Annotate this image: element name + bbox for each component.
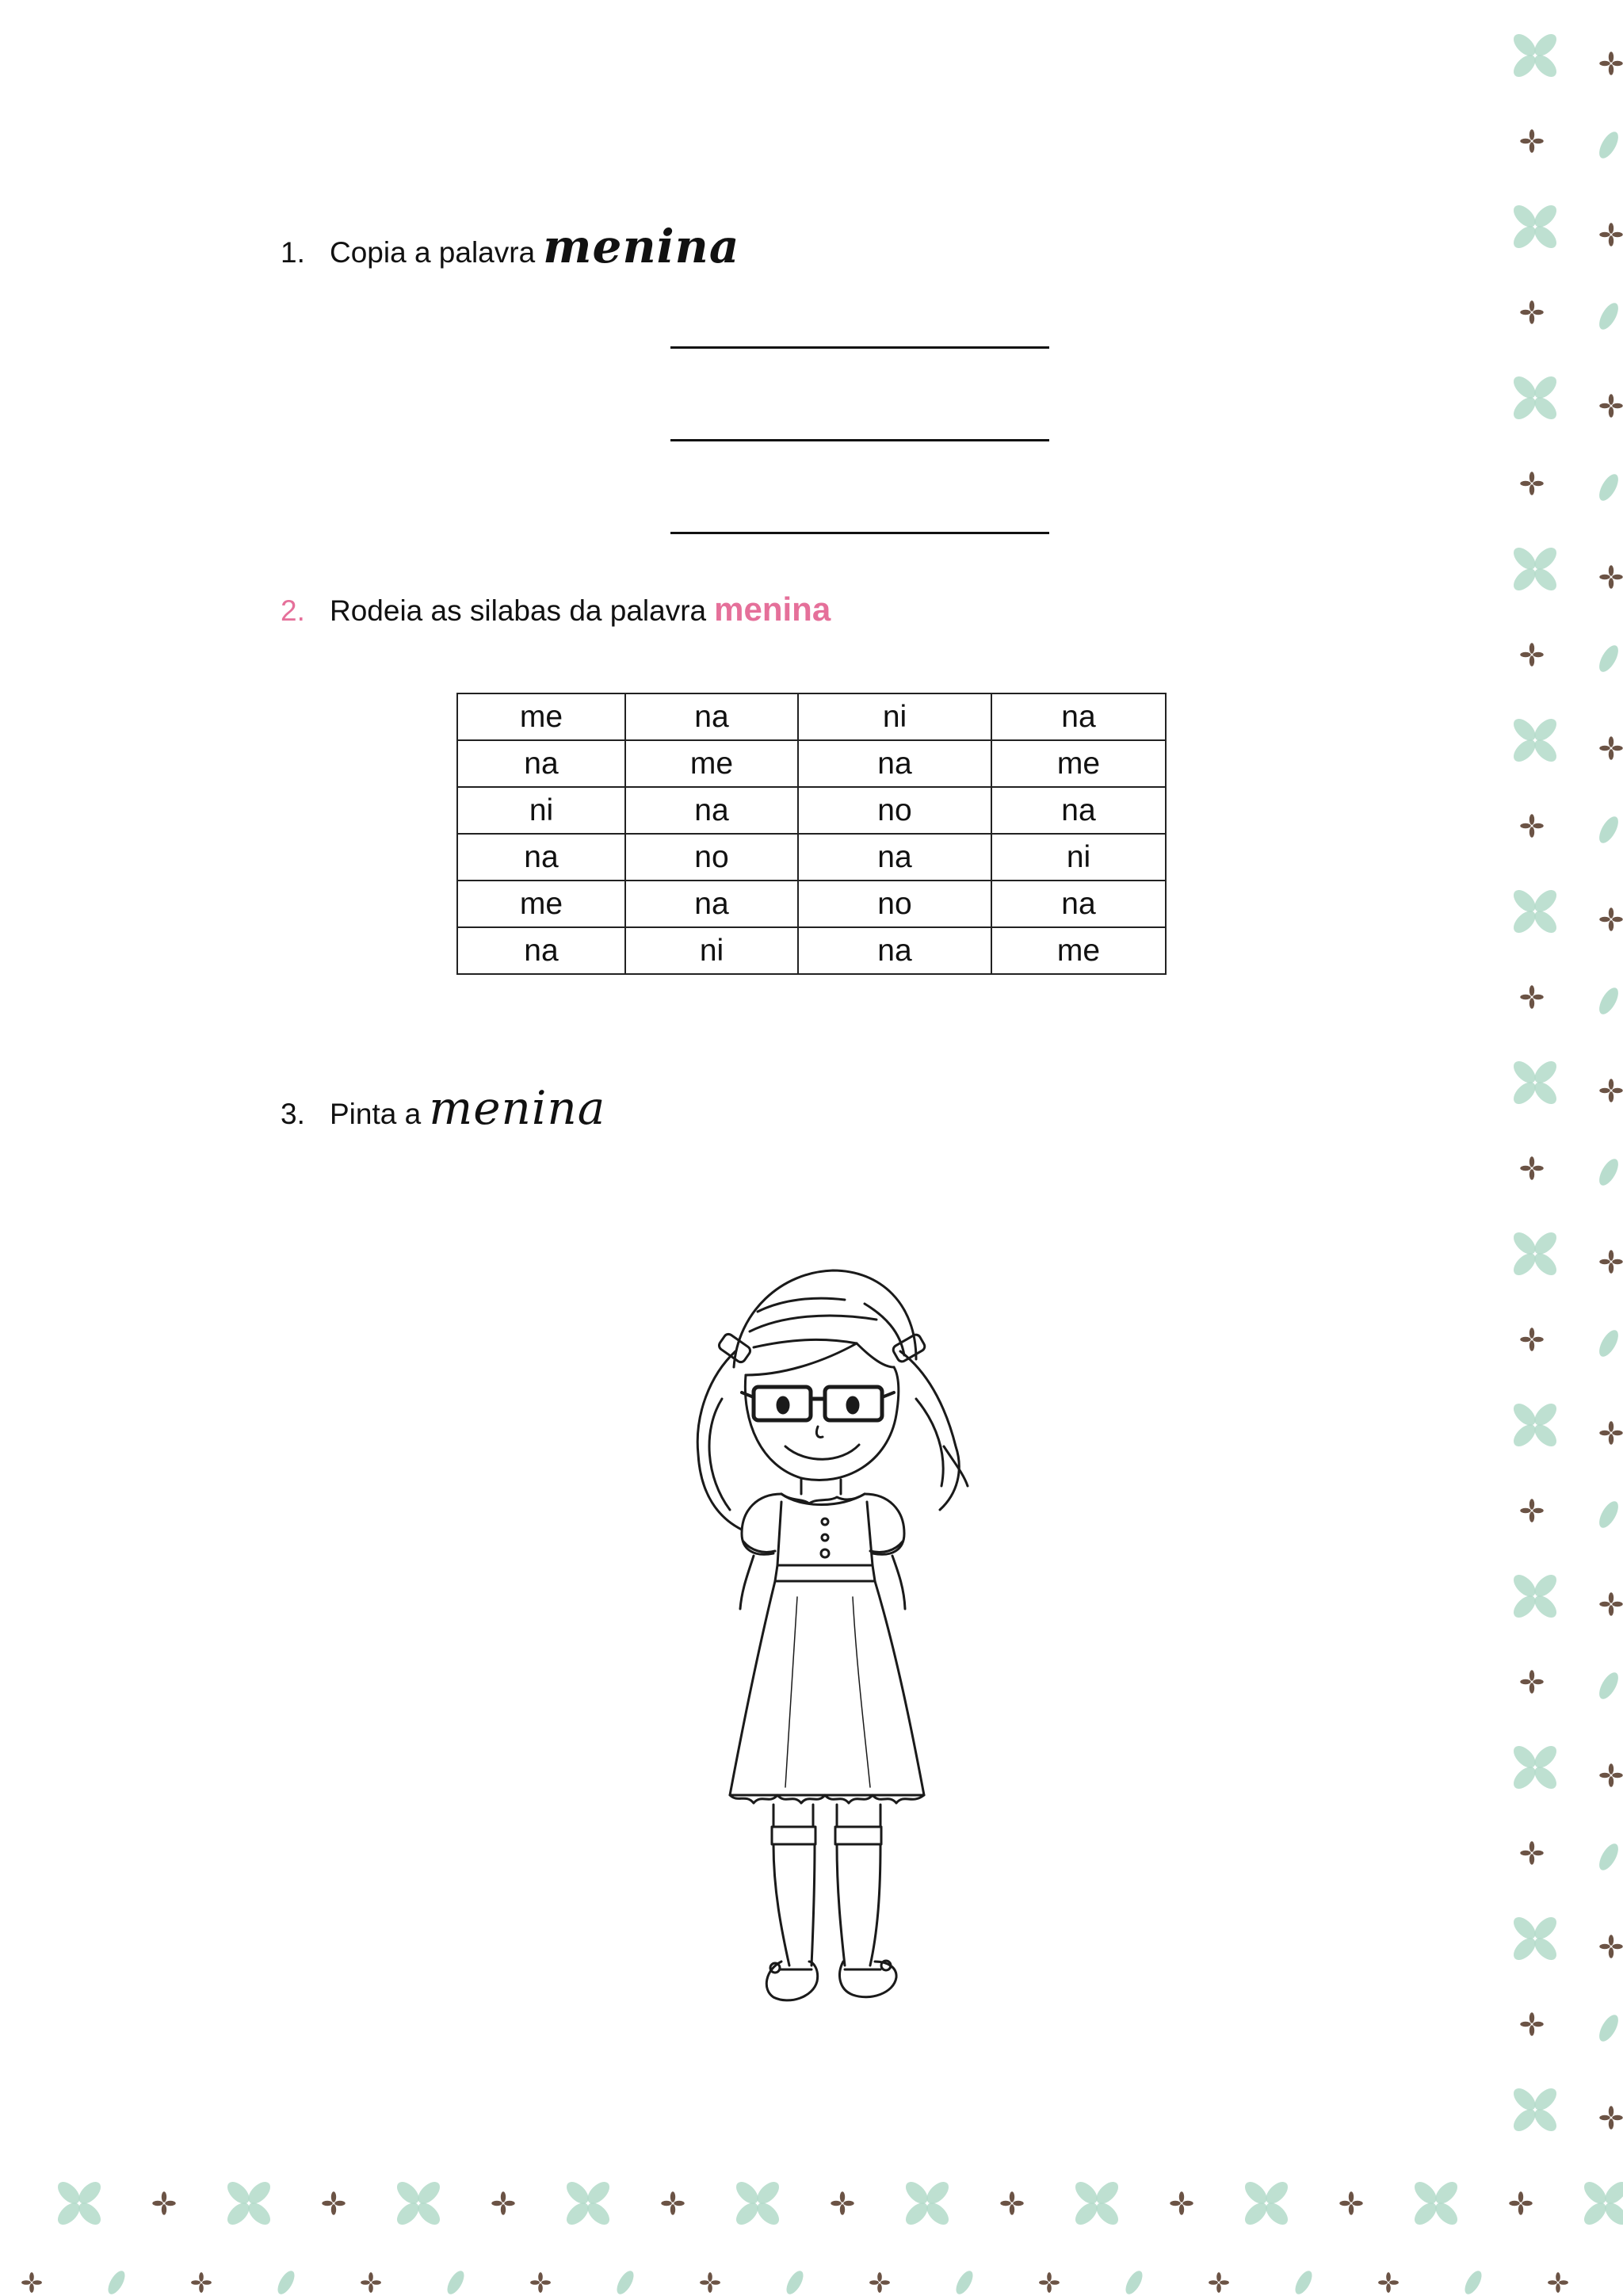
syllable-cell[interactable]: ni bbox=[798, 693, 991, 740]
syllable-cell[interactable]: na bbox=[457, 927, 625, 974]
answer-line-2[interactable] bbox=[670, 439, 1049, 441]
syllable-cell[interactable]: ni bbox=[625, 927, 798, 974]
left-hair-clip bbox=[717, 1332, 752, 1364]
four-petal-flower-icon bbox=[1520, 1156, 1621, 1189]
syllable-cell[interactable]: na bbox=[625, 693, 798, 740]
four-petal-flower-icon bbox=[1510, 715, 1623, 766]
four-petal-flower-icon bbox=[191, 2178, 274, 2293]
exercise-3-cursive-word: menina bbox=[429, 1081, 606, 1135]
four-petal-flower-icon bbox=[783, 2191, 854, 2296]
four-petal-flower-icon bbox=[105, 2191, 175, 2296]
exercise-3-instruction: Pinta a bbox=[330, 1098, 422, 1130]
right-shoe bbox=[840, 1962, 897, 1997]
table-row bbox=[457, 693, 1166, 740]
left-pigtail bbox=[697, 1351, 742, 1530]
four-petal-flower-icon bbox=[274, 2191, 345, 2296]
four-petal-flower-icon bbox=[361, 2178, 444, 2293]
exercise-2-highlight-word: menina bbox=[714, 590, 831, 628]
waistband bbox=[775, 1565, 875, 1581]
four-petal-flower-icon bbox=[613, 2191, 684, 2296]
exercise-2-instruction: Rodeia as silabas da palavra bbox=[330, 594, 707, 627]
four-petal-flower-icon bbox=[530, 2178, 613, 2293]
four-petal-flower-icon bbox=[953, 2191, 1023, 2296]
four-petal-flower-icon bbox=[1520, 1670, 1621, 1702]
right-hair-clip bbox=[892, 1333, 926, 1363]
syllable-cell[interactable]: ni bbox=[991, 834, 1166, 881]
syllable-cell[interactable]: me bbox=[625, 740, 798, 787]
syllable-cell[interactable]: no bbox=[798, 787, 991, 834]
syllable-cell[interactable]: me bbox=[457, 881, 625, 927]
four-petal-flower-icon bbox=[1378, 2178, 1461, 2293]
four-petal-flower-icon bbox=[1209, 2178, 1292, 2293]
four-petal-flower-icon bbox=[1520, 814, 1621, 846]
exercise-3-heading bbox=[281, 1081, 606, 1135]
four-petal-flower-icon bbox=[1520, 2012, 1621, 2045]
four-petal-flower-icon bbox=[1510, 2084, 1623, 2135]
four-petal-flower-icon bbox=[1510, 30, 1623, 81]
syllable-cell[interactable]: me bbox=[457, 693, 625, 740]
four-petal-flower-icon bbox=[1520, 129, 1621, 162]
four-petal-flower-icon bbox=[1039, 2178, 1122, 2293]
syllable-cell[interactable]: me bbox=[991, 927, 1166, 974]
left-sock-band bbox=[772, 1827, 815, 1844]
four-petal-flower-icon bbox=[1510, 1913, 1623, 1964]
hair-top bbox=[734, 1270, 916, 1367]
table-row bbox=[457, 834, 1166, 881]
four-petal-flower-icon bbox=[1520, 300, 1621, 333]
exercise-2-number: 2. bbox=[281, 594, 305, 627]
dress-skirt bbox=[730, 1581, 924, 1795]
bottom-decorative-border bbox=[0, 2172, 1623, 2296]
table-row bbox=[457, 927, 1166, 974]
syllable-cell[interactable]: na bbox=[798, 740, 991, 787]
exercise-2-heading bbox=[281, 590, 831, 628]
four-petal-flower-icon bbox=[1461, 2191, 1532, 2296]
exercise-1-heading bbox=[281, 220, 740, 273]
four-petal-flower-icon bbox=[1510, 1571, 1623, 1622]
four-petal-flower-icon bbox=[1510, 201, 1623, 252]
four-petal-flower-icon bbox=[1520, 1328, 1621, 1360]
exercise-3-number: 3. bbox=[281, 1098, 305, 1130]
four-petal-flower-icon bbox=[1520, 1841, 1621, 1874]
four-petal-flower-icon bbox=[1520, 1499, 1621, 1531]
exercise-1-cursive-word: menina bbox=[543, 220, 740, 273]
four-petal-flower-icon bbox=[21, 2178, 105, 2293]
right-sock-band bbox=[835, 1827, 881, 1844]
table-row bbox=[457, 881, 1166, 927]
four-petal-flower-icon bbox=[869, 2178, 953, 2293]
four-petal-flower-icon bbox=[1510, 372, 1623, 423]
table-row bbox=[457, 740, 1166, 787]
syllable-cell[interactable]: na bbox=[798, 834, 991, 881]
syllable-table bbox=[456, 693, 1167, 975]
four-petal-flower-icon bbox=[1122, 2191, 1193, 2296]
smile bbox=[785, 1445, 859, 1459]
left-shoe bbox=[766, 1962, 817, 2000]
answer-line-1[interactable] bbox=[670, 346, 1049, 349]
four-petal-flower-icon bbox=[444, 2191, 514, 2296]
syllable-cell[interactable]: na bbox=[991, 693, 1166, 740]
four-petal-flower-icon bbox=[1510, 544, 1623, 594]
four-petal-flower-icon bbox=[1510, 1400, 1623, 1450]
four-petal-flower-icon bbox=[700, 2178, 783, 2293]
four-petal-flower-icon bbox=[1520, 472, 1621, 504]
syllable-cell[interactable]: ni bbox=[457, 787, 625, 834]
syllable-cell[interactable]: no bbox=[798, 881, 991, 927]
syllable-cell[interactable]: na bbox=[457, 740, 625, 787]
four-petal-flower-icon bbox=[1520, 643, 1621, 675]
syllable-cell[interactable]: na bbox=[457, 834, 625, 881]
four-petal-flower-icon bbox=[1548, 2178, 1623, 2293]
syllable-cell[interactable]: na bbox=[991, 881, 1166, 927]
syllable-cell[interactable]: no bbox=[625, 834, 798, 881]
syllable-cell[interactable]: na bbox=[991, 787, 1166, 834]
exercise-1-number: 1. bbox=[281, 236, 305, 269]
four-petal-flower-icon bbox=[1510, 1228, 1623, 1279]
four-petal-flower-icon bbox=[1292, 2191, 1362, 2296]
syllable-cell[interactable]: me bbox=[991, 740, 1166, 787]
four-petal-flower-icon bbox=[1520, 985, 1621, 1018]
answer-line-3[interactable] bbox=[670, 532, 1049, 534]
face-outline bbox=[745, 1367, 898, 1480]
syllable-cell[interactable]: na bbox=[798, 927, 991, 974]
four-petal-flower-icon bbox=[1510, 886, 1623, 937]
four-petal-flower-icon bbox=[1510, 1057, 1623, 1108]
four-petal-flower-icon bbox=[1510, 1742, 1623, 1793]
right-pigtail bbox=[900, 1351, 959, 1510]
exercise-1-instruction: Copia a palavra bbox=[330, 236, 536, 269]
table-row bbox=[457, 787, 1166, 834]
right-decorative-border bbox=[1502, 0, 1623, 2187]
syllable-cell[interactable]: na bbox=[625, 787, 798, 834]
syllable-cell[interactable]: na bbox=[625, 881, 798, 927]
girl-with-glasses-coloring-icon[interactable] bbox=[663, 1256, 995, 2033]
